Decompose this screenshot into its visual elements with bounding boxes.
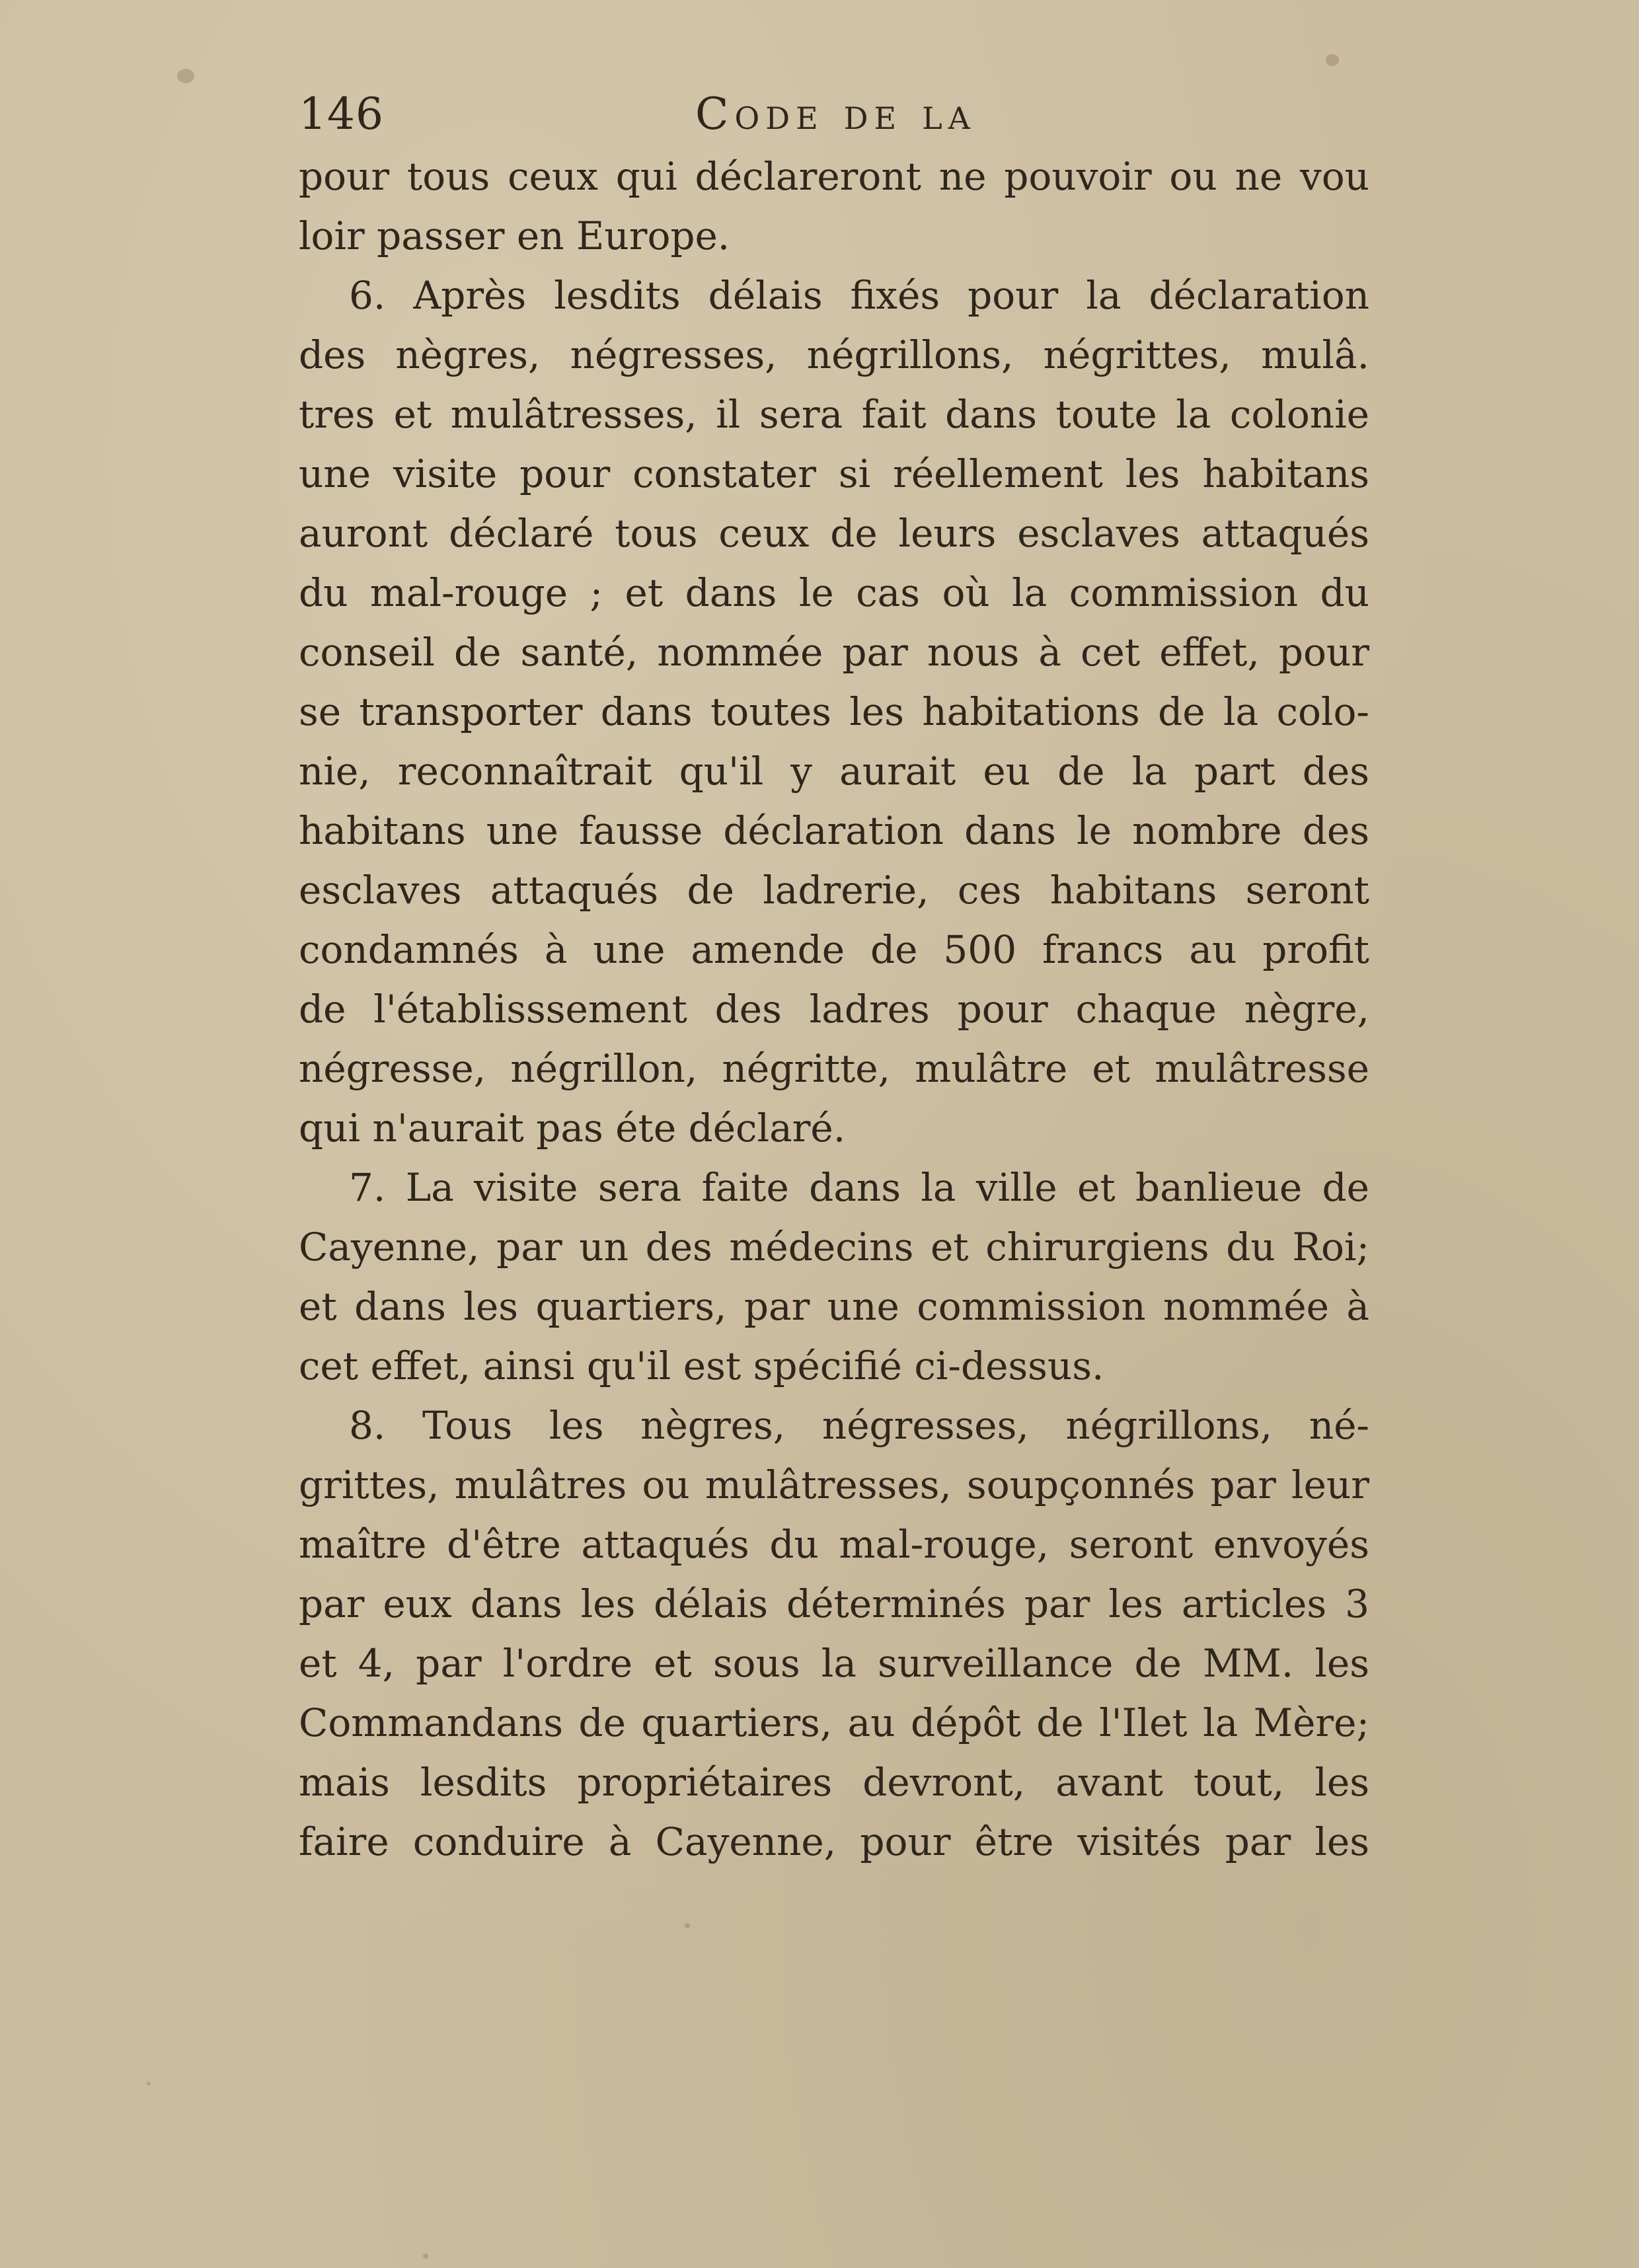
text-line: maître d'être attaqués du mal-rouge, seront envoyés — [299, 1522, 1369, 1567]
text-line: nie, reconnaîtrait qu'il y aurait eu de la part des — [299, 749, 1369, 794]
text-line: du mal-rouge ; et dans le cas où la commission du — [299, 570, 1369, 615]
paper-stain — [147, 2082, 151, 2086]
text-line: par eux dans les délais déterminés par les articles 3 — [299, 1581, 1369, 1626]
article-8-start: 8. Tous les nègres, négresses, négrillons, né- — [349, 1403, 1369, 1448]
text-line: de l'établisssement des ladres pour chaque nègre, — [299, 987, 1369, 1032]
text-line: esclaves attaqués de ladrerie, ces habitans seront — [299, 868, 1369, 913]
text-line: qui n'aurait pas éte déclaré. — [299, 1106, 846, 1151]
text-line: se transporter dans toutes les habitations de la colo- — [299, 689, 1369, 734]
text-line: négresse, négrillon, négritte, mulâtre et mulâtresse — [299, 1046, 1369, 1091]
text-line: auront déclaré tous ceux de leurs esclaves attaqués — [299, 511, 1369, 556]
running-head: Code de la — [695, 89, 976, 139]
text-line: pour tous ceux qui déclareront ne pouvoir ou ne vou — [299, 154, 1369, 199]
text-line: et dans les quartiers, par une commission nommée à — [299, 1284, 1369, 1329]
page-header — [299, 85, 1369, 144]
text-line: cet effet, ainsi qu'il est spécifié ci-dessus. — [299, 1343, 1104, 1388]
article-7-start: 7. La visite sera faite dans la ville et banlieue de — [349, 1165, 1369, 1210]
text-line: grittes, mulâtres ou mulâtresses, soupçonnés par leur — [299, 1462, 1369, 1507]
page-number: 146 — [299, 89, 384, 139]
paper-stain — [423, 2253, 428, 2259]
text-line: habitans une fausse déclaration dans le nombre des — [299, 808, 1369, 853]
text-line: des nègres, négresses, négrillons, négrittes, mulâ. — [299, 332, 1369, 377]
text-line: Cayenne, par un des médecins et chirurgiens du Roi; — [299, 1225, 1369, 1269]
text-line: mais lesdits propriétaires devront, avant tout, les — [299, 1760, 1369, 1805]
text-line: et 4, par l'ordre et sous la surveillance de MM. les — [299, 1641, 1369, 1686]
text-line: loir passer en Europe. — [299, 213, 730, 258]
text-line: une visite pour constater si réellement les habitans — [299, 451, 1369, 496]
text-line: Commandans de quartiers, au dépôt de l'Ilet la Mère; — [299, 1700, 1369, 1745]
article-6-start: 6. Après lesdits délais fixés pour la déclaration — [349, 273, 1369, 318]
text-line: faire conduire à Cayenne, pour être visités par les — [299, 1819, 1369, 1864]
text-line: conseil de santé, nommée par nous à cet effet, pour — [299, 630, 1369, 675]
body-text — [299, 147, 1369, 1871]
paper-stain — [177, 69, 194, 83]
text-line: condamnés à une amende de 500 francs au profit — [299, 927, 1369, 972]
paper-stain — [1326, 54, 1339, 66]
text-line: tres et mulâtresses, il sera fait dans toute la colonie — [299, 392, 1369, 437]
paper-stain — [685, 1923, 690, 1928]
